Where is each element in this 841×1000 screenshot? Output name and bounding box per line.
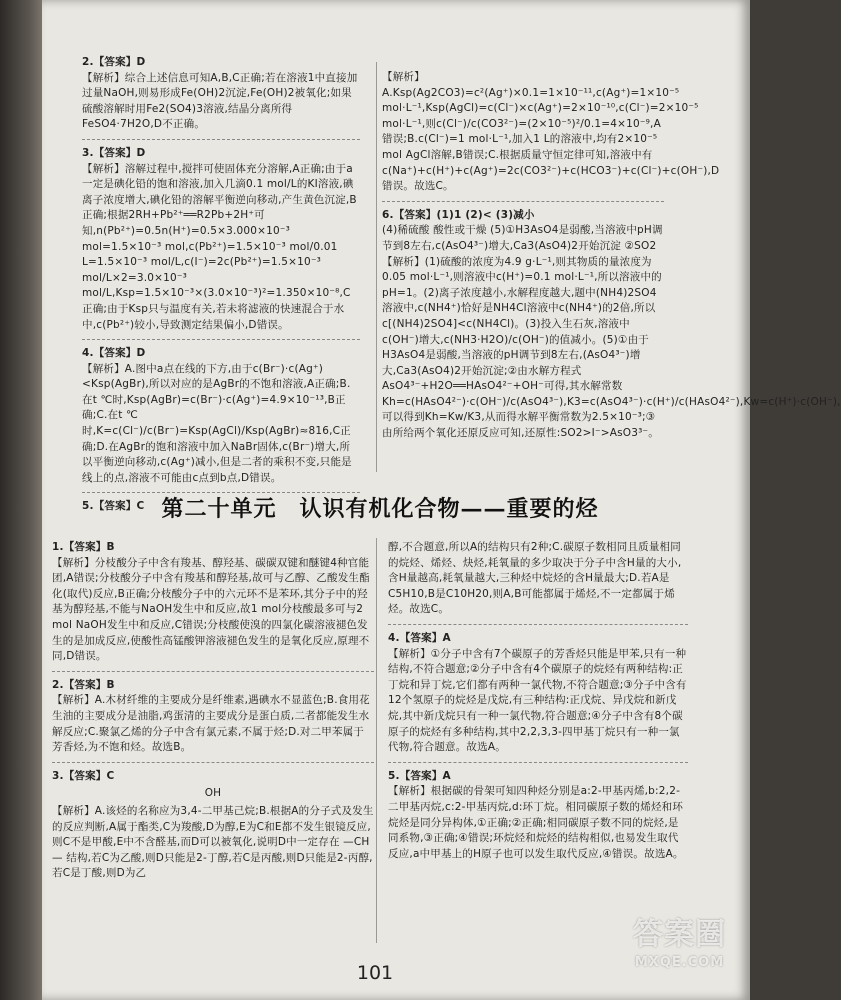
book-spine	[0, 0, 42, 1000]
answers-column-top-left	[82, 55, 360, 521]
column-divider	[376, 538, 377, 943]
unit-title: 第二十单元 认识有机化合物——重要的烃	[161, 496, 599, 522]
answer-head: 2.【答案】B	[52, 678, 115, 691]
answer-block	[382, 70, 720, 195]
answer-block	[388, 769, 688, 863]
watermark-logo-text: 答案圈	[633, 917, 726, 952]
answer-explanation: 醇,不合题意,所以A的结构只有2种;C.碳原子数相同且质量相同的烷烃、烯烃、炔烃,耗氧量的多少取决于分子中含H量的大小,含H量越高,耗氧量越大,三种烃中烷烃的含H量最大;D.若A是C5H10,B是C10H20,则A,B可能都属于烯烃,不一定都属于烯烃。故选C。	[388, 541, 682, 616]
answer-explanation: (4)稀硫酸 酸性或干燥 (5)①H3AsO4是弱酸,当溶液中pH调节到8左右,c(AsO4³⁻)增大,Ca3(AsO4)2开始沉淀 ②SO2 【解析】(1)硫酸的浓度为4.9 g·L⁻¹,则其物质的量浓度为0.05 mol·L⁻¹,则溶液中c(H⁺)=0.1 mol·L⁻¹,所以溶液中的pH=1。(2)离子浓度越小,水解程度越大,题中(NH4)2SO4溶液中,c(NH4⁺)恰好是NH4Cl溶液中c(NH4⁺)的2倍,所以c[(NH4)2SO4]<c(NH4Cl)。(3)投入生石灰,溶液中c(OH⁻)增大,c(NH3·H2O)/c(OH⁻)的值减小。(5)①由于H3AsO4是弱酸,当溶液的pH调节到8左右,(AsO4³⁻)增大,Ca3(AsO4)2开始沉淀;②由水解方程式AsO4³⁻+H2O══HAsO4²⁻+OH⁻可得,其水解常数Kh=c(HAsO4²⁻)·c(OH⁻)/c(AsO4³⁻),K3=c(AsO4³⁻)·c(H⁺)/c(HAsO4²⁻),Kw=c(H⁺)·c(OH⁻),可以得到Kh=Kw/K3,从而得水解平衡常数为2.5×10⁻³;③由所给两个氧化还原反应可知,还原性:SO2>I⁻>AsO3³⁻。	[382, 224, 841, 440]
dashed-separator	[382, 201, 664, 202]
answer-head: 3.【答案】C	[52, 769, 115, 782]
answer-block	[52, 769, 374, 882]
answer-explanation: 【解析】A.Ksp(Ag2CO3)=c²(Ag⁺)×0.1=1×10⁻¹¹,c(Ag⁺)=1×10⁻⁵ mol·L⁻¹,Ksp(AgCl)=c(Cl⁻)×c(Ag⁺)=2×10⁻¹⁰,c(Cl⁻)=2×10⁻⁵ mol·L⁻¹,则c(Cl⁻)/c(CO3²⁻)=(2×10⁻⁵)²/0.1=4×10⁻⁹,A错误;B.c(Cl⁻)=1 mol·L⁻¹,加入1 L的溶液中,均有2×10⁻⁵ mol AgCl溶解,B错误;C.根据质量守恒定律可知,溶液中有c(Na⁺)+c(H⁺)+c(Ag⁺)=2c(CO3²⁻)+c(HCO3⁻)+c(Cl⁻)+c(OH⁻),D错误。故选C。	[382, 71, 720, 193]
answer-explanation: 【解析】分枝酸分子中含有羧基、醇羟基、碳碳双键和醚键4种官能团,A错误;分枝酸分子中含有羧基和醇羟基,故可与乙醇、乙酸发生酯化(取代)反应,B正确;分枝酸分子中的六元环不是苯环,其分子中的羟基为醇羟基,不能与NaOH发生中和反应,故1 mol分枝酸最多可与2 mol NaOH发生中和反应,C错误;分枝酸使溴的四氯化碳溶液褪色发生的是加成反应,使酸性高锰酸钾溶液褪色发生的是氧化反应,原理不同,D错误。	[52, 556, 370, 663]
answer-block	[82, 346, 360, 486]
answer-head: 3.【答案】D	[82, 146, 146, 159]
dashed-separator	[52, 762, 374, 763]
answer-explanation: 【解析】根据碳的骨架可知四种烃分别是a:2-甲基丙烯,b:2,2-二甲基丙烷,c:2-甲基丙烷,d:环丁烷。相同碳原子数的烯烃和环烷烃是同分异构体,①正确;②正确;相同碳原子数不同的烷烃,是同系物,③正确;④错误;环烷烃和烷烃的结构相似,也易发生取代反应,a中甲基上的H原子也可以发生取代反应,④错误。故选A。	[388, 785, 684, 860]
answer-explanation: 【解析】综合上述信息可知A,B,C正确;若在溶液1中直接加过量NaOH,则易形成Fe(OH)2沉淀,Fe(OH)2被氧化;如果硫酸溶解时用Fe2(SO4)3溶液,结晶分离所得FeSO4·7H2O,D不正确。	[82, 71, 358, 131]
answer-block	[382, 208, 841, 442]
answer-explanation: 【解析】A.木材纤维的主要成分是纤维素,遇碘水不显蓝色;B.食用花生油的主要成分是油脂,鸡蛋清的主要成分是蛋白质,二者都能发生水解反应;C.聚氯乙烯的分子中含有氯元素,不属于烃;D.对二甲苯属于芳香烃,为不饱和烃。故选B。	[52, 694, 370, 754]
answer-head: 5.【答案】C	[82, 500, 145, 513]
answer-head: 4.【答案】D	[82, 347, 146, 360]
answer-head: 2.【答案】D	[82, 56, 146, 68]
answer-explanation: 【解析】溶解过程中,搅拌可使固体充分溶解,A正确;由于a一定是碘化铅的饱和溶液,加入几滴0.1 mol/L的KI溶液,碘离子浓度增大,碘化铅的溶解平衡逆向移动,产生黄色沉淀,B正确;根据2RH+Pb²⁺══R2Pb+2H⁺可知,n(Pb²⁺)=0.5n(H⁺)=0.5×3.000×10⁻³ mol=1.5×10⁻³ mol,c(Pb²⁺)=1.5×10⁻³ mol/0.01 L=1.5×10⁻³ mol/L,c(I⁻)=2c(Pb²⁺)=1.5×10⁻³ mol/L×2=3.0×10⁻³ mol/L,Ksp=1.5×10⁻³×(3.0×10⁻³)²=1.350×10⁻⁸,C正确;由于Ksp只与温度有关,若未将滤液的快速混合于水中,c(Pb²⁺)较小,导致测定结果偏小,D错误。	[82, 162, 357, 331]
answer-block	[388, 540, 688, 618]
answer-explanation: 【解析】①分子中含有7个碳原子的芳香烃只能是甲苯,只有一种结构,不符合题意;②分子中含有4个碳原子的烷烃有两种结构:正丁烷和异丁烷,它们都有两种一氯代物,不符合题意;③分子中含有12个氢原子的烷烃是戊烷,有三种结构:正戊烷、异戊烷和新戊烷,其中新戊烷只有一种一氯代物,符合题意;④分子中含有8个碳原子的烷烃有多种结构,其中2,2,3,3-四甲基丁烷只有一种一氯代物,符合题意。故选A。	[388, 647, 687, 754]
answer-head: 4.【答案】A	[388, 631, 451, 644]
column-divider	[376, 62, 377, 472]
answer-block	[52, 540, 374, 665]
dashed-separator	[82, 339, 360, 340]
answer-head: 5.【答案】A	[388, 769, 451, 782]
answer-head: 6.【答案】(1)1 (2)< (3)减小	[382, 208, 535, 221]
dashed-separator	[52, 671, 374, 672]
answer-head: 1.【答案】B	[52, 541, 115, 553]
answer-explanation: 【解析】A.图中a点在线的下方,由于c(Br⁻)·c(Ag⁺)<Ksp(AgBr),所以对应的是AgBr的不饱和溶液,A正确;B.在t ℃时,Ksp(AgBr)=c(Br⁻)·c(Ag⁺)=4.9×10⁻¹³,B正确;C.在t ℃时,K=c(Cl⁻)/c(Br⁻)=Ksp(AgCl)/Ksp(AgBr)≈816,C正确;D.在AgBr的饱和溶液中加入NaBr固体,c(Br⁻)增大,所以平衡逆向移动,c(Ag⁺)减小,但是二者的乘积不变,只能是线上的点,溶液不可能由c点到b点,D错误。	[82, 362, 352, 484]
answer-block	[82, 55, 360, 133]
answer-block	[52, 678, 374, 756]
answer-explanation: 【解析】A.该烃的名称应为3,4-二甲基己烷;B.根据A的分子式及发生的反应判断,A属于酯类,C为羧酸,D为醇,E为C和E都不发生银镜反应,则C不是甲酸,E中不含醛基,而D可以被氧化,说明D中一定存在 —CH— 结构,若C为乙酸,则D只能是2-丁醇,若C是丙酸,则D只能是2-丙醇,若C是丁酸,则D为乙	[52, 804, 374, 880]
dashed-separator	[82, 139, 360, 140]
answers-column-bottom-left	[52, 540, 374, 888]
page-number: 101	[356, 962, 394, 984]
site-watermark	[612, 915, 747, 995]
dashed-separator	[388, 624, 688, 625]
answer-block	[388, 631, 688, 756]
hydroxyl-label: OH	[204, 787, 222, 800]
answers-column-bottom-right	[388, 540, 688, 868]
watermark-url: MXQE.COM	[634, 955, 725, 970]
answers-column-top-right	[382, 70, 841, 448]
dashed-separator	[388, 762, 688, 763]
answer-block	[82, 146, 360, 333]
